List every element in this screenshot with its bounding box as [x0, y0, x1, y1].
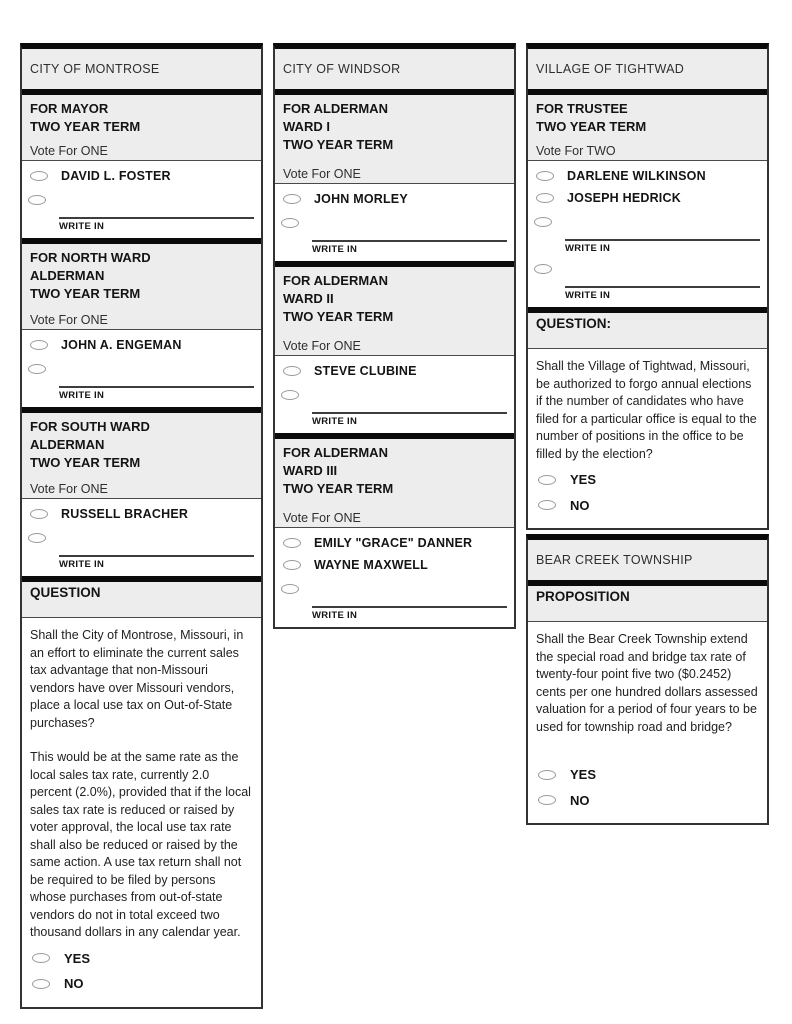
write-in-row[interactable]: [28, 194, 257, 206]
municipality-header: CITY OF MONTROSE: [22, 49, 261, 89]
office-title: TWO YEAR TERM: [283, 309, 394, 324]
vote-oval[interactable]: [536, 193, 554, 203]
write-in-row[interactable]: [28, 363, 257, 375]
contest-header-alderman-ward-3: [275, 439, 514, 528]
office-title: FOR SOUTH WARD: [30, 419, 150, 434]
vote-oval[interactable]: [32, 953, 50, 963]
candidate-row[interactable]: [28, 332, 257, 354]
contest-header-mayor: [22, 95, 261, 161]
write-in-row[interactable]: [28, 532, 257, 544]
office-title: FOR NORTH WARD: [30, 250, 151, 265]
write-in-label: WRITE IN: [59, 559, 105, 570]
candidate-row[interactable]: [281, 530, 510, 552]
vote-oval[interactable]: [538, 475, 556, 485]
write-in-label: WRITE IN: [312, 416, 358, 427]
contest-header-alderman-ward-1: [275, 95, 514, 184]
candidate-row[interactable]: [281, 186, 510, 208]
contest-box-tightwad: [526, 43, 769, 530]
candidate-name: DARLENE WILKINSON: [567, 168, 706, 183]
vote-oval[interactable]: [32, 979, 50, 989]
yes-option[interactable]: [536, 467, 759, 493]
yes-label: YES: [64, 950, 91, 966]
candidate-name: DAVID L. FOSTER: [61, 168, 171, 183]
office-title: TWO YEAR TERM: [30, 119, 141, 134]
office-title: FOR MAYOR: [30, 101, 109, 116]
office-title: TWO YEAR TERM: [283, 481, 394, 496]
contest-box-montrose: [20, 43, 263, 1009]
no-label: NO: [570, 792, 590, 808]
vote-for-instruction: Vote For ONE: [30, 482, 108, 496]
candidate-area-trustee: [528, 161, 767, 307]
proposition-text: Shall the Bear Creek Township extend the special road and bridge tax rate of twenty-four point five two ($0.2452) cents per one hundred dollars assessed valuation for a period of four years to be used for township road and bridge?: [536, 632, 758, 734]
vote-for-instruction: Vote For ONE: [30, 313, 108, 327]
ballot-column-montrose: [20, 43, 263, 1009]
write-in-label: WRITE IN: [565, 243, 611, 254]
candidate-name: STEVE CLUBINE: [314, 363, 417, 378]
office-title: TWO YEAR TERM: [30, 455, 141, 470]
candidate-area-ward-1: [275, 184, 514, 261]
vote-oval[interactable]: [534, 264, 552, 274]
office-title: TWO YEAR TERM: [536, 119, 647, 134]
candidate-name: RUSSELL BRACHER: [61, 506, 189, 521]
write-in-row[interactable]: [281, 583, 510, 595]
candidate-area-ward-2: [275, 356, 514, 433]
candidate-row[interactable]: [28, 163, 257, 185]
write-in-area: [565, 239, 760, 254]
candidate-row[interactable]: [281, 552, 510, 574]
write-in-area: [312, 412, 507, 427]
vote-oval[interactable]: [283, 366, 301, 376]
write-in-row[interactable]: [281, 389, 510, 401]
contest-header-trustee: [528, 95, 767, 161]
ballot-column-tightwad: [526, 43, 769, 825]
vote-oval[interactable]: [536, 171, 554, 181]
municipality-header: CITY OF WINDSOR: [275, 49, 514, 89]
ballot-column-windsor: [273, 43, 516, 629]
vote-oval[interactable]: [538, 795, 556, 805]
office-title: WARD III: [283, 463, 338, 478]
yes-option[interactable]: [30, 946, 253, 972]
question-header: QUESTION:: [528, 313, 767, 349]
yes-label: YES: [570, 767, 597, 782]
vote-for-instruction: Vote For ONE: [283, 511, 361, 525]
no-label: NO: [570, 497, 590, 513]
contest-header-alderman-ward-2: [275, 267, 514, 356]
no-label: NO: [64, 976, 84, 991]
vote-oval[interactable]: [538, 770, 556, 780]
contest-header-north-ward-alderman: [22, 244, 261, 330]
office-title: WARD II: [283, 291, 334, 306]
vote-oval[interactable]: [283, 538, 301, 548]
vote-oval[interactable]: [281, 218, 299, 228]
vote-oval[interactable]: [281, 390, 299, 400]
question-header: QUESTION: [22, 582, 261, 618]
vote-oval[interactable]: [28, 195, 46, 205]
yes-label: YES: [570, 472, 597, 487]
office-title: FOR ALDERMAN: [283, 445, 388, 460]
candidate-area-mayor: [22, 161, 261, 238]
proposition-header: PROPOSITION: [528, 586, 767, 622]
office-title: ALDERMAN: [30, 437, 105, 452]
candidate-name: WAYNE MAXWELL: [314, 557, 428, 572]
vote-oval[interactable]: [30, 509, 48, 519]
office-title: ALDERMAN: [30, 268, 105, 283]
no-option[interactable]: [30, 971, 253, 997]
write-in-area: [59, 386, 254, 401]
vote-oval[interactable]: [30, 171, 48, 181]
proposition-body: [528, 622, 767, 823]
write-in-label: WRITE IN: [312, 244, 358, 255]
write-in-area: [59, 555, 254, 570]
vote-for-instruction: Vote For ONE: [30, 144, 108, 158]
write-in-area: [312, 240, 507, 255]
write-in-row[interactable]: [534, 216, 763, 228]
write-in-area: [565, 286, 760, 301]
candidate-area-ward-3: [275, 528, 514, 627]
question-body: [528, 349, 767, 528]
candidate-row[interactable]: [534, 163, 763, 185]
no-option[interactable]: [536, 788, 759, 814]
office-title: FOR TRUSTEE: [536, 101, 628, 116]
candidate-name: JOHN A. ENGEMAN: [61, 337, 182, 352]
vote-for-instruction: Vote For TWO: [536, 144, 616, 158]
candidate-name: JOSEPH HEDRICK: [567, 190, 681, 205]
write-in-label: WRITE IN: [312, 610, 358, 621]
vote-oval[interactable]: [538, 500, 556, 510]
contest-box-bear-creek: [526, 534, 769, 825]
office-title: TWO YEAR TERM: [283, 137, 394, 152]
vote-for-instruction: Vote For ONE: [283, 339, 361, 353]
question-text: Shall the City of Montrose, Missouri, in an effort to eliminate the current sales tax advantage that non-Missouri vendors have over Missouri vendors, place a local use tax on Out-of-State purchases?: [30, 628, 244, 730]
municipality-header: VILLAGE OF TIGHTWAD: [528, 49, 767, 89]
vote-oval[interactable]: [28, 533, 46, 543]
candidate-area-south-ward: [22, 499, 261, 576]
candidate-row[interactable]: [281, 358, 510, 380]
no-option[interactable]: [536, 493, 759, 519]
candidate-name: EMILY "GRACE" DANNER: [314, 535, 473, 550]
office-title: TWO YEAR TERM: [30, 286, 141, 301]
vote-oval[interactable]: [534, 217, 552, 227]
vote-oval[interactable]: [281, 584, 299, 594]
vote-oval[interactable]: [283, 194, 301, 204]
candidate-row[interactable]: [28, 501, 257, 523]
write-in-area: [59, 217, 254, 232]
yes-option[interactable]: [536, 762, 759, 788]
candidate-row[interactable]: [534, 185, 763, 207]
question-body: [22, 618, 261, 1007]
candidate-area-north-ward: [22, 330, 261, 407]
vote-oval[interactable]: [30, 340, 48, 350]
write-in-label: WRITE IN: [565, 290, 611, 301]
write-in-row[interactable]: [281, 217, 510, 229]
vote-for-instruction: Vote For ONE: [283, 167, 361, 181]
vote-oval[interactable]: [283, 560, 301, 570]
candidate-name: JOHN MORLEY: [314, 191, 408, 206]
office-title: FOR ALDERMAN: [283, 273, 388, 288]
municipality-header: BEAR CREEK TOWNSHIP: [528, 540, 767, 580]
contest-header-south-ward-alderman: [22, 413, 261, 499]
write-in-area: [312, 606, 507, 621]
write-in-label: WRITE IN: [59, 390, 105, 401]
office-title: FOR ALDERMAN: [283, 101, 388, 116]
question-text: This would be at the same rate as the local sales tax rate, currently 2.0 percent (2.0%), provided that if the local sales tax rate is reduced or raised by voter approval, the local use tax rate shall also be reduced or raised by the same action. A use tax return shall not be required to be filed by persons whose purchases from out-of-state vendors do not in total exceed two thousand dollars in any calendar year.: [30, 750, 251, 939]
vote-oval[interactable]: [28, 364, 46, 374]
office-title: WARD I: [283, 119, 330, 134]
contest-box-windsor: [273, 43, 516, 629]
write-in-label: WRITE IN: [59, 221, 105, 232]
question-text: Shall the Village of Tightwad, Missouri, be authorized to forgo annual elections if the number of candidates who have filed for a particular office is equal to the number of positions in the office to be filled by the election?: [536, 359, 757, 461]
write-in-row[interactable]: [534, 263, 763, 275]
